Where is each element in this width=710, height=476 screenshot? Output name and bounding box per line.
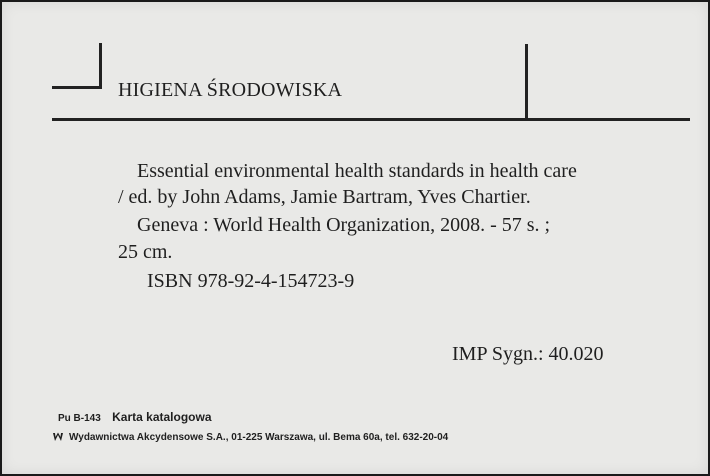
subject-heading: HIGIENA ŚRODOWISKA [118,79,343,101]
imprint-line: Geneva : World Health Organization, 2008. - 57 s. ; [137,214,551,236]
publisher-logo-icon [52,431,64,443]
title-line-1: Essential environmental health standards in health care [137,160,577,182]
publisher-text: Wydawnictwa Akcydensowe S.A., 01-225 Warszawa, ul. Bema 60a, tel. 632-20-04 [69,431,449,443]
call-number: IMP Sygn.: 40.020 [452,343,604,365]
form-label [58,410,212,424]
isbn-line: ISBN 978-92-4-154723-9 [147,270,355,292]
heading-rule [52,118,690,121]
corner-mark-horizontal [52,86,102,89]
form-code: Pu B-143 [58,413,101,424]
column-divider [525,44,528,121]
title-line-2: / ed. by John Adams, Jamie Bartram, Yves Chartier. [118,186,531,208]
corner-mark-vertical [99,43,102,89]
form-name: Karta katalogowa [112,410,212,424]
catalog-card [2,2,708,474]
dimensions-line: 25 cm. [118,241,173,263]
publisher-line [52,431,448,443]
